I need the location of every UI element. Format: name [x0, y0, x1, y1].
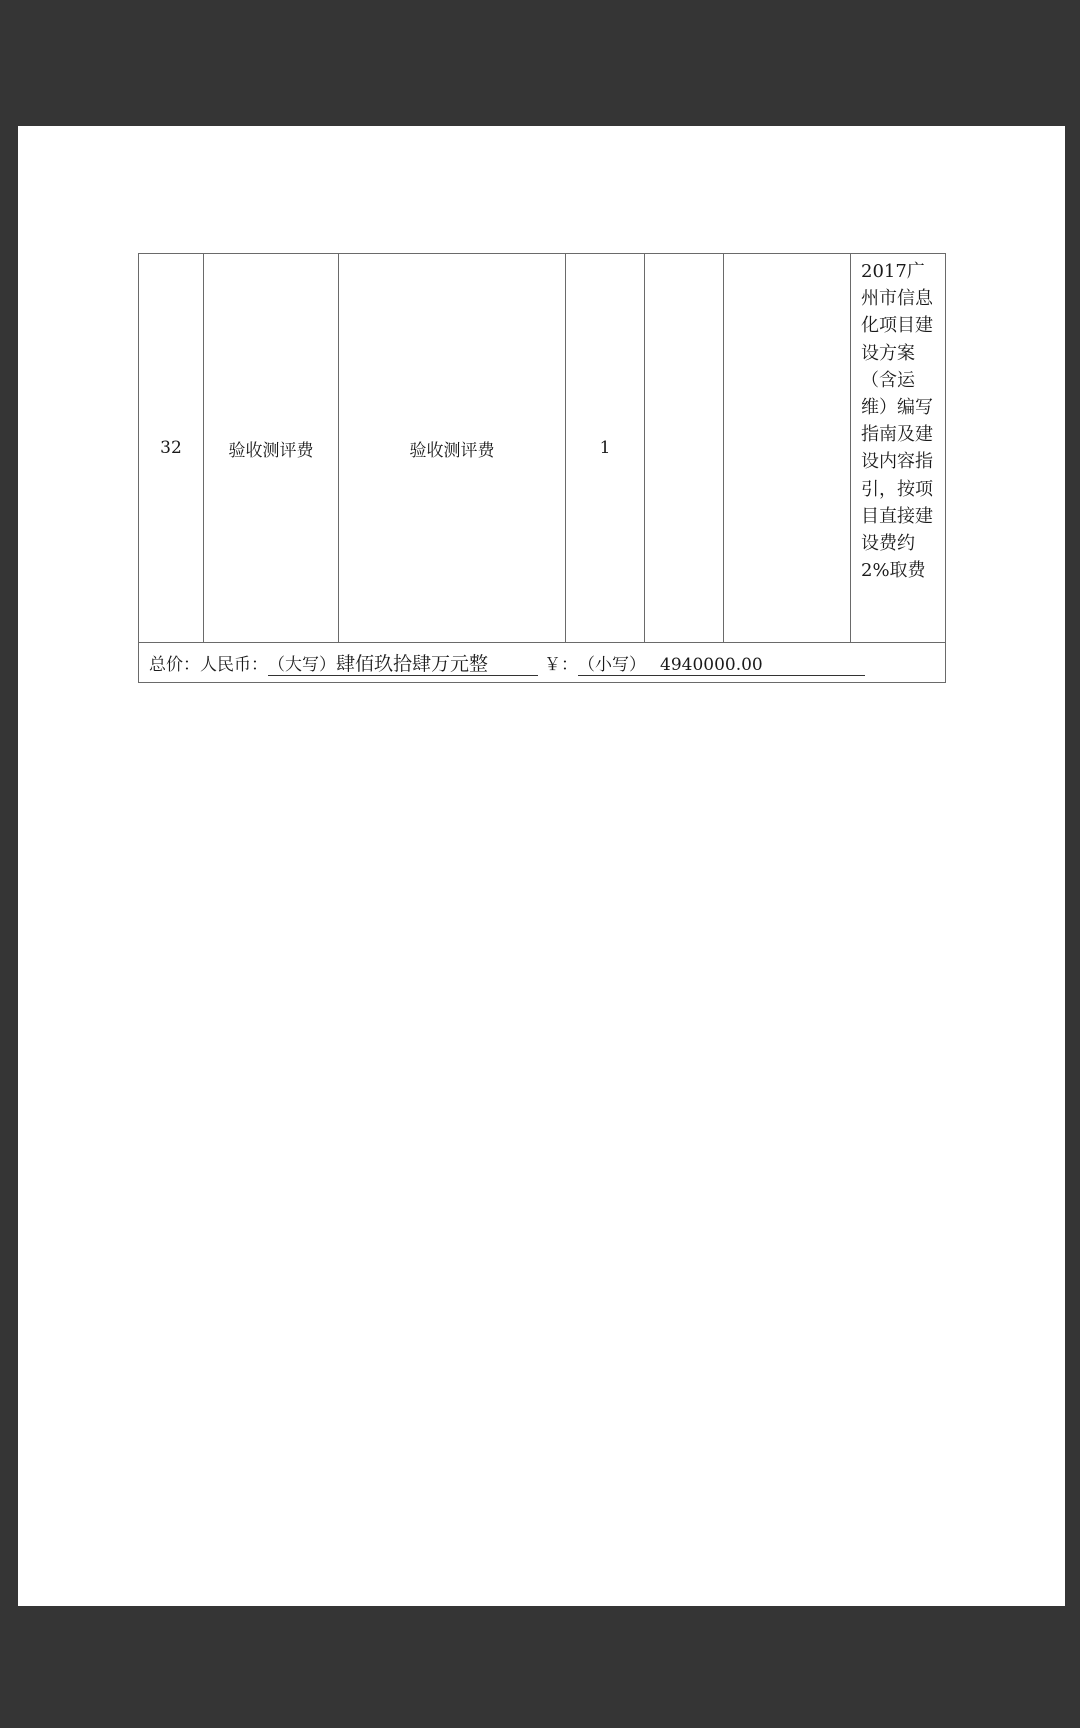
quotation-table: [138, 253, 946, 683]
document-page: [18, 126, 1065, 1606]
total-row: [139, 643, 946, 683]
item-name-cell: 验收测评费: [204, 254, 339, 643]
lower-amount-field: [578, 655, 865, 676]
amount-cell: [724, 254, 851, 643]
lower-label: （小写）: [578, 654, 646, 675]
quantity-cell: 1: [566, 254, 645, 643]
upper-label: （大写）: [268, 654, 336, 675]
table-row: [139, 254, 946, 643]
row-index-cell: 32: [139, 254, 204, 643]
note-text: 2017广州市信息化项目建设方案（含运维）编写指南及建设内容指引，按项目直接建设费约2%取费: [861, 261, 933, 582]
upper-amount-value: 肆佰玖拾肆万元整: [336, 652, 489, 675]
unit-price-cell: [645, 254, 724, 643]
total-cell: [139, 643, 946, 683]
item-description-cell: 验收测评费: [339, 254, 566, 643]
lower-amount-value: 4940000.00: [660, 654, 763, 675]
total-label: 总价：人民币：: [149, 654, 268, 675]
note-cell: [851, 254, 946, 643]
upper-amount-field: [268, 654, 538, 676]
yen-label: ￥：: [544, 654, 578, 675]
